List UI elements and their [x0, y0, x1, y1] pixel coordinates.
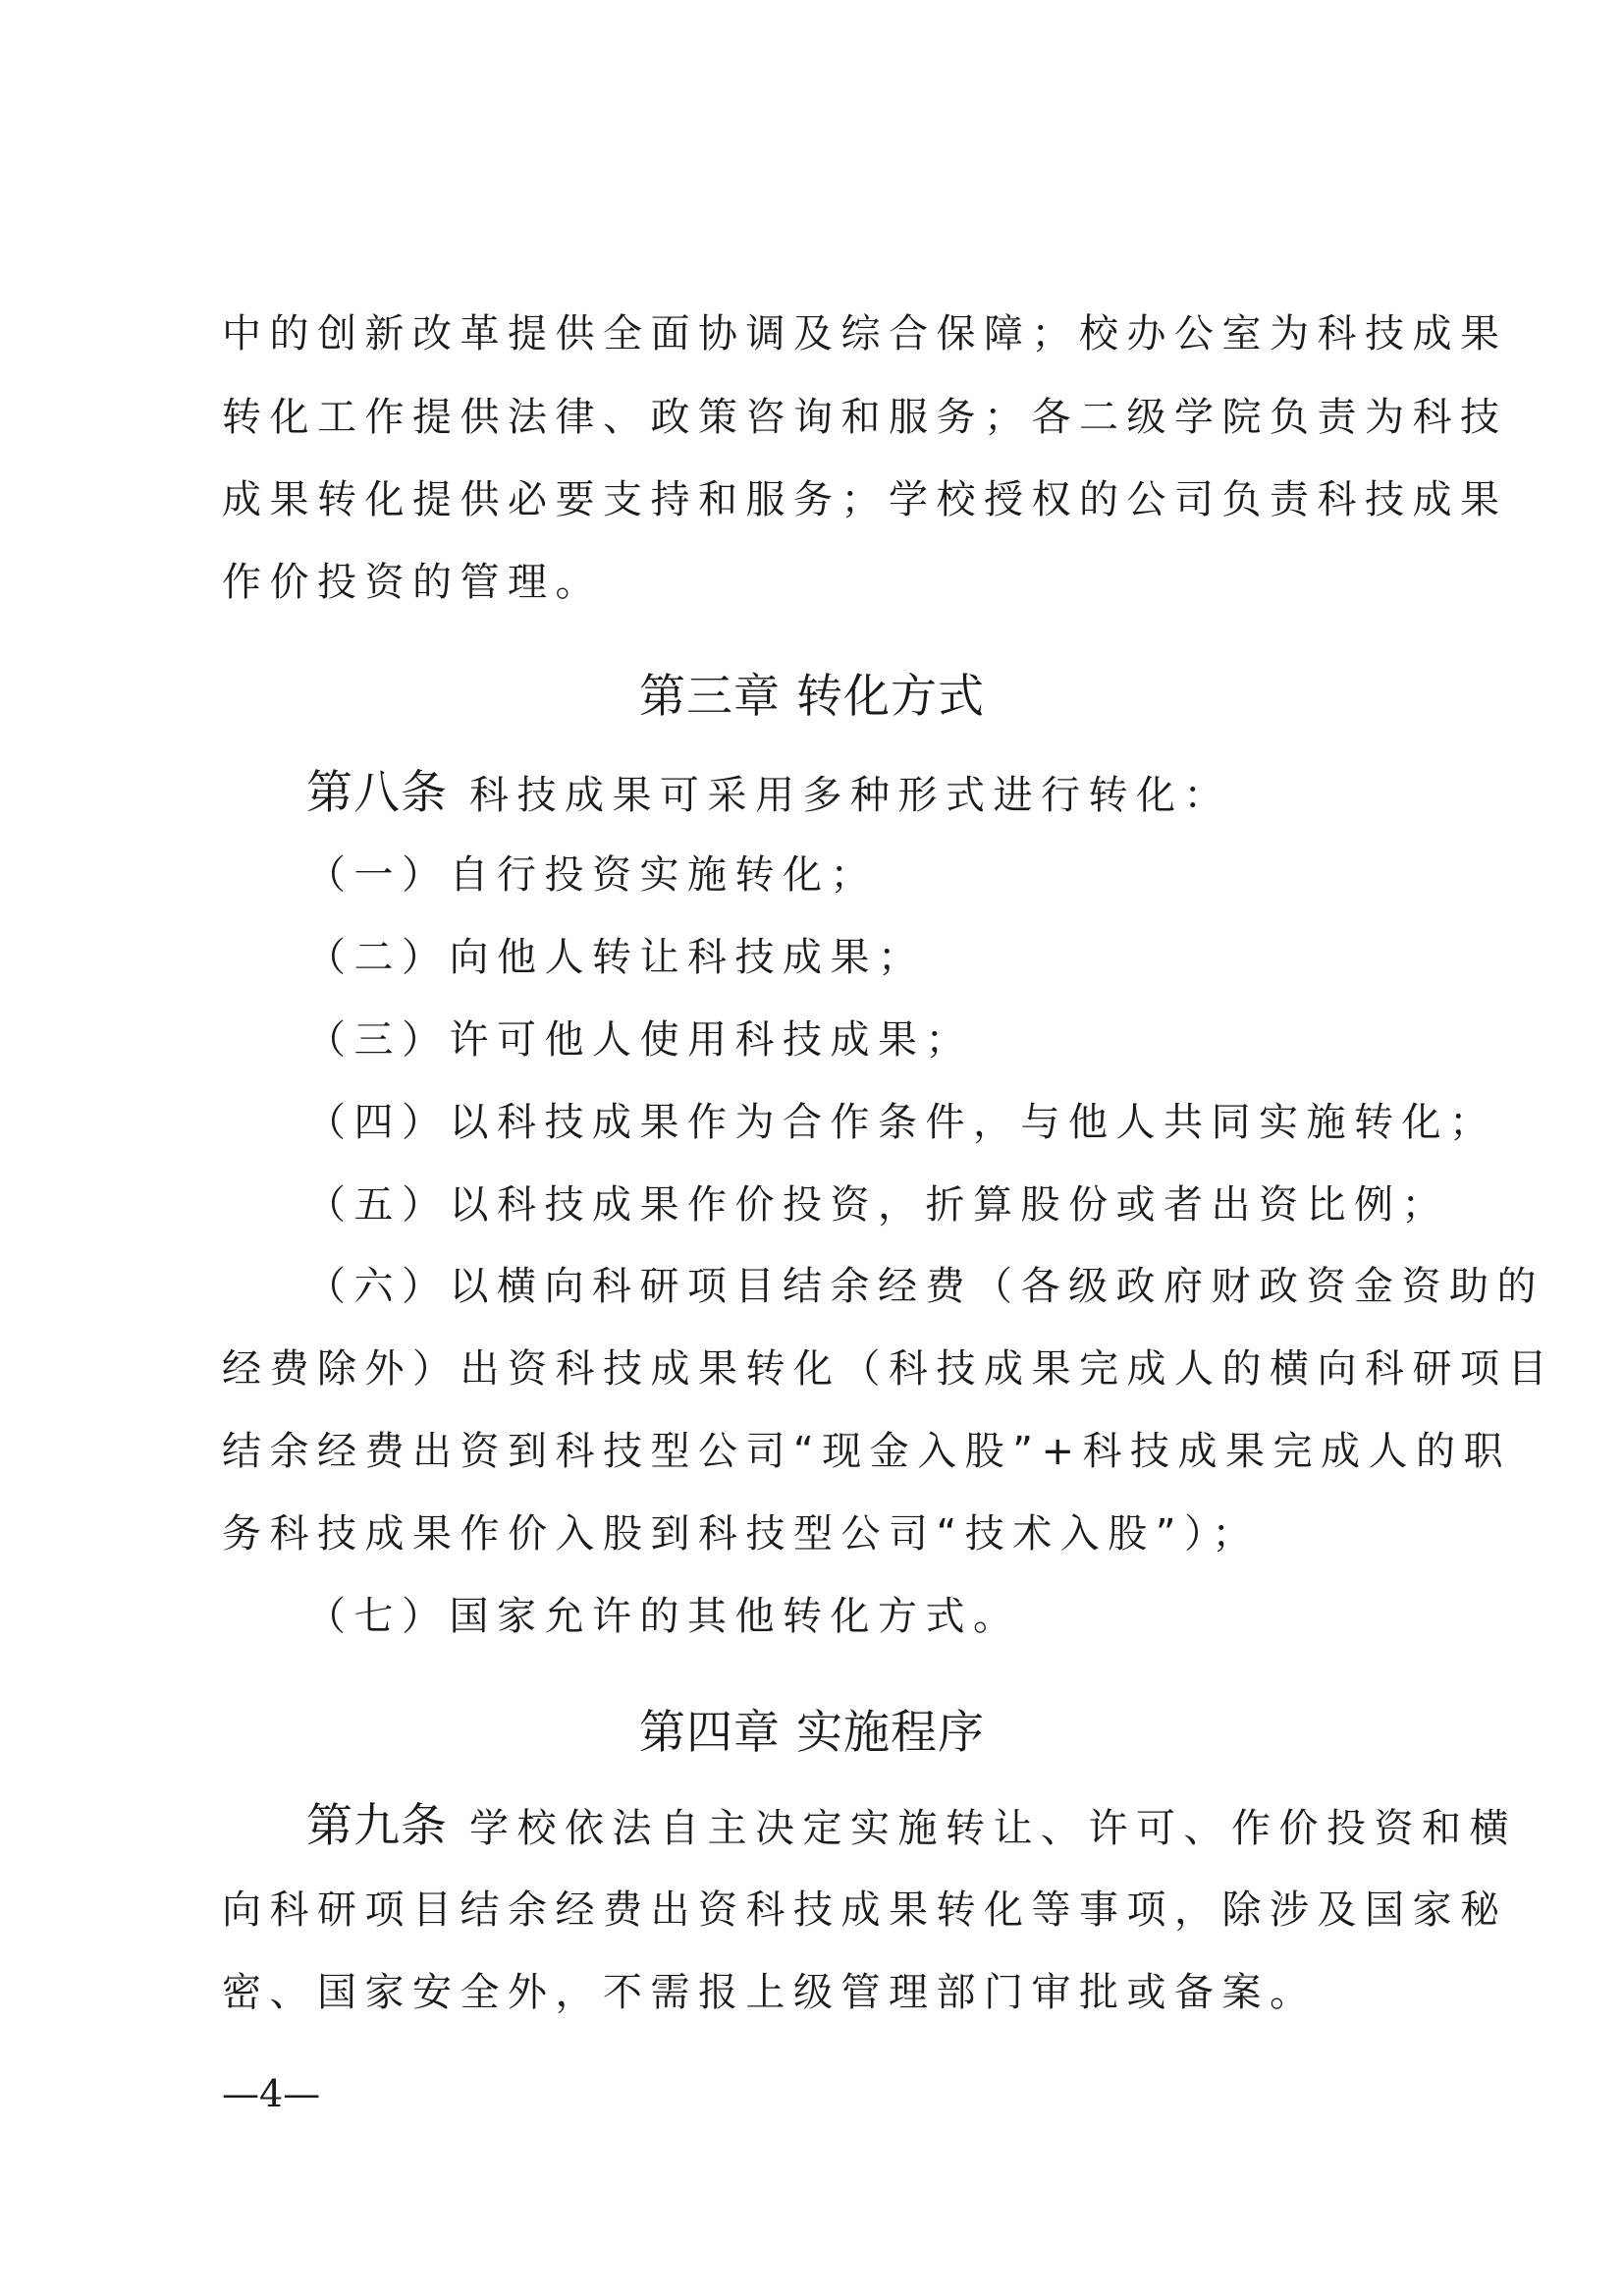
article-text: 学校依法自主决定实施转让、许可、作价投资和横 — [469, 1806, 1517, 1851]
list-item-continuation: 务科技成果作价入股到科技型公司“技术入股”）； — [222, 1511, 1260, 1557]
list-item: （七）国家允许的其他转化方式。 — [306, 1594, 1021, 1639]
paragraph-line: 作价投资的管理。 — [222, 560, 603, 605]
article-label: 第八条 — [306, 766, 448, 820]
list-item: （六）以横向科研项目结余经费（各级政府财政资金资助的 — [306, 1264, 1544, 1309]
page-number: —4— — [222, 2072, 321, 2115]
chapter-heading: 第三章 转化方式 — [639, 670, 985, 724]
chapter-heading: 第四章 实施程序 — [639, 1706, 985, 1760]
list-item: （三）许可他人使用科技成果； — [306, 1017, 973, 1063]
paragraph-line: 向科研项目结余经费出资科技成果转化等事项，除涉及国家秘 — [222, 1887, 1508, 1933]
article-8-intro — [306, 752, 1524, 837]
article-9-intro — [306, 1785, 1524, 1870]
list-item-continuation: 经费除外）出资科技成果转化（科技成果完成人的横向科研项目 — [222, 1346, 1555, 1392]
paragraph-line: 成果转化提供必要支持和服务；学校授权的公司负责科技成果 — [222, 477, 1508, 522]
list-item: （四）以科技成果作为合作条件，与他人共同实施转化； — [306, 1100, 1497, 1145]
paragraph-line: 转化工作提供法律、政策咨询和服务；各二级学院负责为科技 — [222, 395, 1508, 440]
paragraph-line: 中的创新改革提供全面协调及综合保障；校办公室为科技成果 — [222, 311, 1508, 356]
list-item: （二）向他人转让科技成果； — [306, 935, 926, 980]
list-item: （一）自行投资实施转化； — [306, 852, 878, 898]
list-item-continuation: 结余经费出资到科技型公司“现金入股”+科技成果完成人的职 — [222, 1429, 1511, 1474]
article-text: 科技成果可采用多种形式进行转化： — [469, 773, 1231, 818]
article-label: 第九条 — [306, 1799, 448, 1853]
paragraph-line: 密、国家安全外，不需报上级管理部门审批或备案。 — [222, 1970, 1318, 2015]
list-item: （五）以科技成果作价投资，折算股份或者出资比例； — [306, 1182, 1449, 1228]
